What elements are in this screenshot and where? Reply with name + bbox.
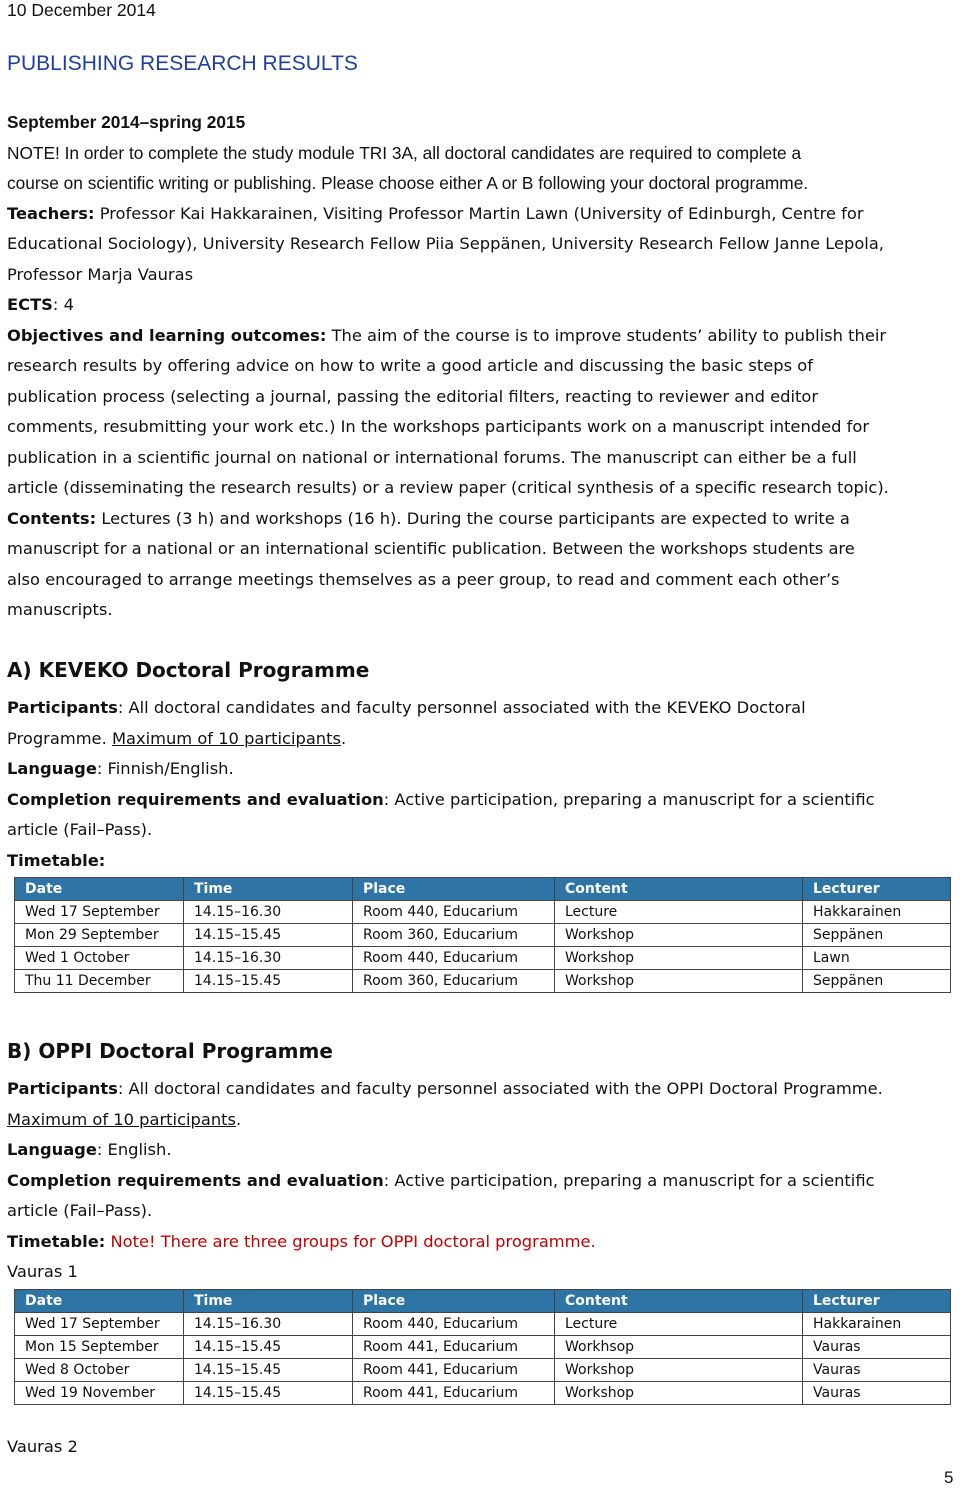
- col-content: Content: [555, 1290, 803, 1313]
- section-b-heading: B) OPPI Doctoral Programme: [7, 1039, 333, 1063]
- timetable-label: Timetable: Note! There are three groups for OPPI doctoral programme.: [7, 1231, 596, 1251]
- objectives-line: publication process (selecting a journal, passing the editorial filters, reacting to reviewer and editor: [7, 386, 819, 406]
- objectives-line: comments, resubmitting your work etc.) In the workshops participants work on a manuscript intended for: [7, 417, 870, 436]
- teachers-line: Professor Marja Vauras: [7, 264, 194, 284]
- maximum-participants: Maximum of 10 participants: [111, 728, 341, 748]
- teachers-line: Teachers: Professor Kai Hakkarainen, Visiting Professor Martin Lawn (University of Edinburgh, Centre for: [7, 203, 864, 223]
- table-row: Mon 29 September 14.15–15.45 Room 360, Educarium Workshop Seppänen: [15, 924, 951, 947]
- contents-line: manuscript for a national or an international scientific publication. Between the workshops students are: [7, 539, 855, 558]
- objectives-line: Objectives and learning outcomes: The aim of the course is to improve students’ ability to publish their: [7, 325, 887, 345]
- group-label-2: Vauras 2: [7, 1437, 78, 1456]
- table-row: Mon 15 September 14.15–15.45 Room 441, Educarium Workhsop Vauras: [15, 1336, 951, 1359]
- objectives-line: publication in a scientific journal on national or international forums. The manuscript can either be a full: [7, 447, 857, 467]
- col-place: Place: [353, 878, 555, 901]
- timetable-label: Timetable:: [7, 850, 106, 870]
- table-row: Wed 17 September 14.15–16.30 Room 440, Educarium Lecture Hakkarainen: [15, 901, 951, 924]
- header-date: 10 December 2014: [7, 0, 156, 20]
- col-content: Content: [555, 878, 803, 901]
- teachers-label: Teachers:: [7, 203, 95, 223]
- completion-line: article (Fail–Pass).: [7, 820, 153, 839]
- objectives-label: Objectives and learning outcomes:: [7, 325, 327, 345]
- section-a-details: [7, 693, 952, 876]
- col-lecturer: Lecturer: [803, 878, 951, 901]
- language-line: Language: Finnish/English.: [7, 759, 234, 778]
- col-time: Time: [184, 878, 353, 901]
- objectives-line: article (disseminating the research results) or a review paper (critical synthesis of a specific research topic).: [7, 478, 889, 497]
- table-row: Wed 19 November 14.15–15.45 Room 441, Educarium Workshop Vauras: [15, 1382, 951, 1405]
- table-row: Thu 11 December 14.15–15.45 Room 360, Educarium Workshop Seppänen: [15, 970, 951, 993]
- timetable-a: [14, 877, 951, 993]
- objectives-line: research results by offering advice on how to write a good article and discussing the basic steps of: [7, 356, 813, 375]
- table-header-row: [15, 1290, 951, 1313]
- contents-line: Contents: Lectures (3 h) and workshops (16 h). During the course participants are expected to write a: [7, 508, 850, 528]
- course-period: September 2014–spring 2015: [7, 112, 246, 132]
- page-title: PUBLISHING RESEARCH RESULTS: [7, 52, 358, 75]
- contents-label: Contents:: [7, 508, 97, 528]
- maximum-participants: Maximum of 10 participants: [7, 1109, 237, 1129]
- col-time: Time: [184, 1290, 353, 1313]
- col-date: Date: [15, 1290, 184, 1313]
- section-a-heading: A) KEVEKO Doctoral Programme: [7, 658, 370, 682]
- table-header-row: [15, 878, 951, 901]
- col-place: Place: [353, 1290, 555, 1313]
- ects-line: ECTS: 4: [7, 295, 74, 314]
- timetable-b: [14, 1289, 951, 1405]
- participants-line: Programme. Maximum of 10 participants.: [7, 728, 347, 748]
- participants-line: Participants: All doctoral candidates and faculty personnel associated with the KEVEKO Doctoral: [7, 698, 806, 717]
- table-row: Wed 17 September 14.15–16.30 Room 440, Educarium Lecture Hakkarainen: [15, 1313, 951, 1336]
- completion-line: article (Fail–Pass).: [7, 1201, 153, 1220]
- note-line: NOTE! In order to complete the study module TRI 3A, all doctoral candidates are required to complete a: [7, 142, 802, 163]
- group-label: Vauras 1: [7, 1262, 78, 1281]
- timetable-note: Note! There are three groups for OPPI doctoral programme.: [110, 1231, 596, 1251]
- contents-line: also encouraged to arrange meetings themselves as a peer group, to read and comment each other’s: [7, 569, 840, 589]
- language-line: Language: English.: [7, 1140, 172, 1159]
- teachers-line: Educational Sociology), University Research Fellow Piia Seppänen, University Research Fellow Janne Lepola,: [7, 234, 884, 253]
- col-lecturer: Lecturer: [803, 1290, 951, 1313]
- table-row: Wed 8 October 14.15–15.45 Room 441, Educarium Workshop Vauras: [15, 1359, 951, 1382]
- note-line: course on scientific writing or publishing. Please choose either A or B following your doctoral programme.: [7, 173, 809, 193]
- course-intro: [7, 107, 952, 626]
- col-date: Date: [15, 878, 184, 901]
- participants-line: Participants: All doctoral candidates and faculty personnel associated with the OPPI Doctoral Programme.: [7, 1079, 883, 1098]
- contents-line: manuscripts.: [7, 600, 113, 619]
- ects-label: ECTS: [7, 295, 53, 314]
- participants-line: Maximum of 10 participants.: [7, 1109, 242, 1129]
- table-row: Wed 1 October 14.15–16.30 Room 440, Educarium Workshop Lawn: [15, 947, 951, 970]
- section-b-details: [7, 1074, 952, 1288]
- completion-line: Completion requirements and evaluation: Active participation, preparing a manuscript for a scientific: [7, 789, 875, 809]
- completion-line: Completion requirements and evaluation: Active participation, preparing a manuscript for a scientific: [7, 1170, 875, 1190]
- page-number: 5: [944, 1468, 954, 1487]
